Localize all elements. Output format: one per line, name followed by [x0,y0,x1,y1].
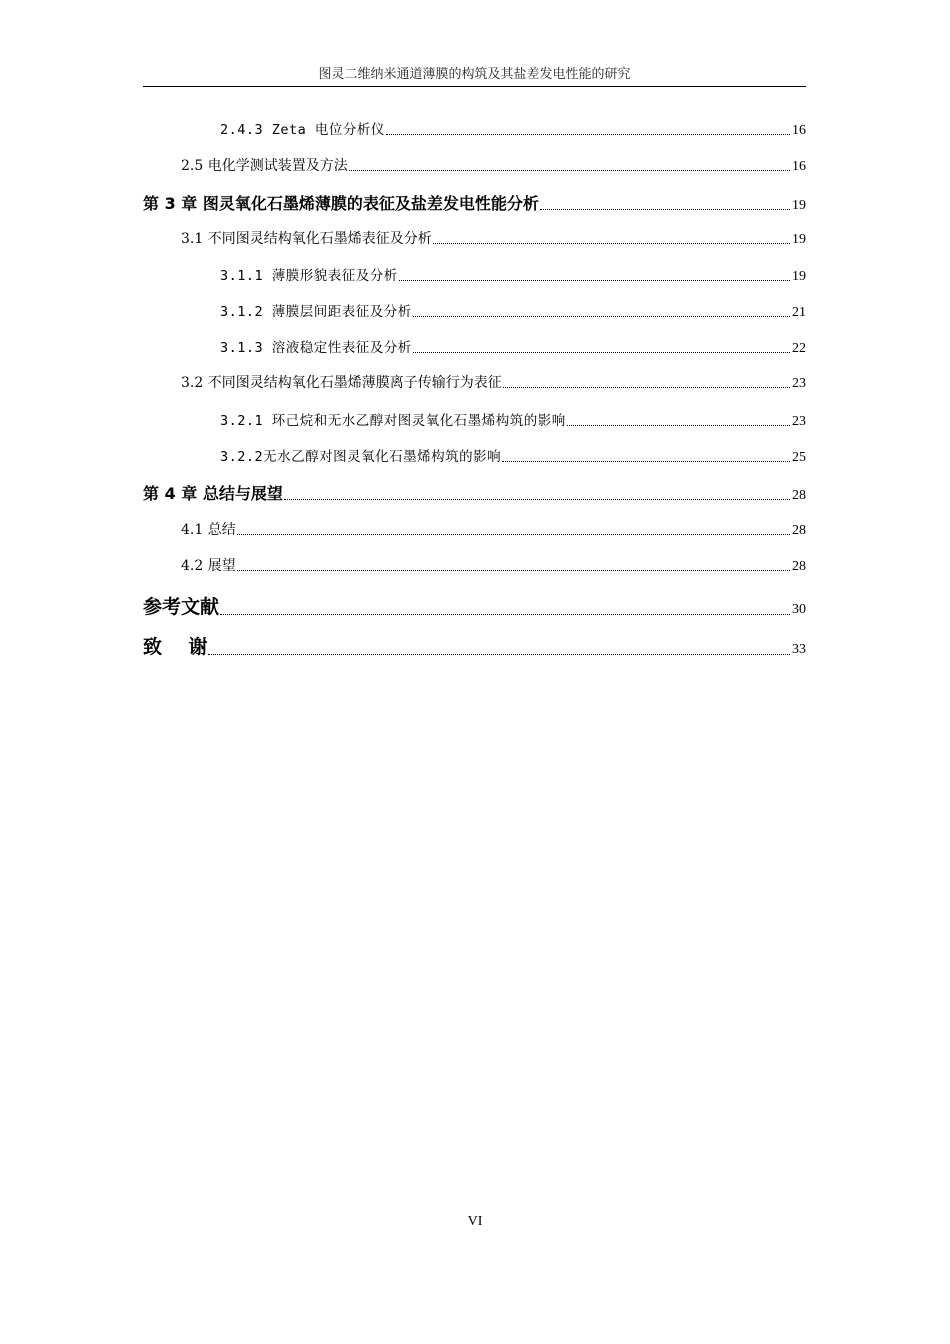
toc-entry-page: 33 [792,642,806,657]
page-number: VI [467,1214,483,1229]
toc-leader-dots [386,134,790,135]
toc-entry-title: 3.1 不同图灵结构氧化石墨烯表征及分析 [181,231,432,247]
toc-leader-dots [503,387,790,388]
toc-entry-chapter-3[interactable] [143,191,806,214]
toc-entry-title: 3.1.1 薄膜形貌表征及分析 [220,268,398,284]
toc-entry-4-1[interactable] [143,519,806,539]
toc-leader-dots [567,425,790,426]
toc-entry-3-2[interactable] [143,372,806,392]
toc-leader-dots [284,499,790,500]
toc-entry-chapter-4[interactable] [143,481,806,504]
toc-leader-dots [413,352,790,353]
toc-entry-title: 参考文献 [143,596,220,618]
toc-leader-dots [220,614,790,615]
toc-entry-page: 25 [792,450,806,465]
toc-leader-dots [540,209,790,210]
toc-entry-title: 3.2 不同图灵结构氧化石墨烯薄膜离子传输行为表征 [181,375,502,391]
toc-leader-dots [237,534,790,535]
toc-entry-page: 28 [792,559,806,574]
running-header: 图灵二维纳米通道薄膜的构筑及其盐差发电性能的研究 [143,64,806,87]
toc-entry-page: 16 [792,123,806,138]
toc-entry-page: 22 [792,341,806,356]
toc-leader-dots [413,316,790,317]
toc-leader-dots [502,461,790,462]
toc-entry-title: 3.2.2无水乙醇对图灵氧化石墨烯构筑的影响 [220,449,502,465]
toc-leader-dots [349,170,790,171]
toc-entry-page: 23 [792,414,806,429]
toc-entry-references[interactable] [143,592,806,619]
toc-entry-page: 19 [792,232,806,247]
toc-leader-dots [399,280,790,281]
toc-entry-title: 3.1.2 薄膜层间距表征及分析 [220,304,412,320]
toc-entry-title: 4.2 展望 [181,558,236,574]
toc-entry-3-2-1[interactable] [143,409,806,430]
toc-entry-page: 28 [792,523,806,538]
toc-entry-page: 23 [792,376,806,391]
toc-entry-page: 21 [792,305,806,320]
toc-entry-3-1-1[interactable] [143,264,806,285]
toc-entry-title: 3.2.1 环己烷和无水乙醇对图灵氧化石墨烯构筑的影响 [220,413,566,429]
toc-entry-title: 4.1 总结 [181,522,236,538]
toc-entry-page: 19 [792,198,806,213]
toc-entry-title: 2.5 电化学测试装置及方法 [181,158,348,174]
toc-leader-dots [433,243,790,244]
toc-entry-title: 第 3 章 图灵氧化石墨烯薄膜的表征及盐差发电性能分析 [143,194,539,213]
toc-leader-dots [237,570,790,571]
toc-entry-page: 19 [792,269,806,284]
toc-entry-3-1[interactable] [143,228,806,248]
toc-entry-3-1-2[interactable] [143,300,806,321]
toc-entry-title: 致 谢 [143,636,208,658]
toc-entry-2-4-3[interactable] [143,118,806,139]
toc-entry-page: 16 [792,159,806,174]
toc-entry-page: 28 [792,488,806,503]
toc-entry-3-1-3[interactable] [143,336,806,357]
toc-entry-title: 3.1.3 溶液稳定性表征及分析 [220,340,412,356]
toc-entry-title: 2.4.3 Zeta 电位分析仪 [220,122,385,138]
toc-entry-acknowledgements[interactable] [143,632,806,659]
toc-leader-dots [208,654,790,655]
toc-entry-4-2[interactable] [143,555,806,575]
toc-entry-3-2-2[interactable] [143,445,806,466]
toc-entry-2-5[interactable] [143,155,806,175]
toc-entry-page: 30 [792,602,806,617]
toc-entry-title: 第 4 章 总结与展望 [143,484,283,503]
